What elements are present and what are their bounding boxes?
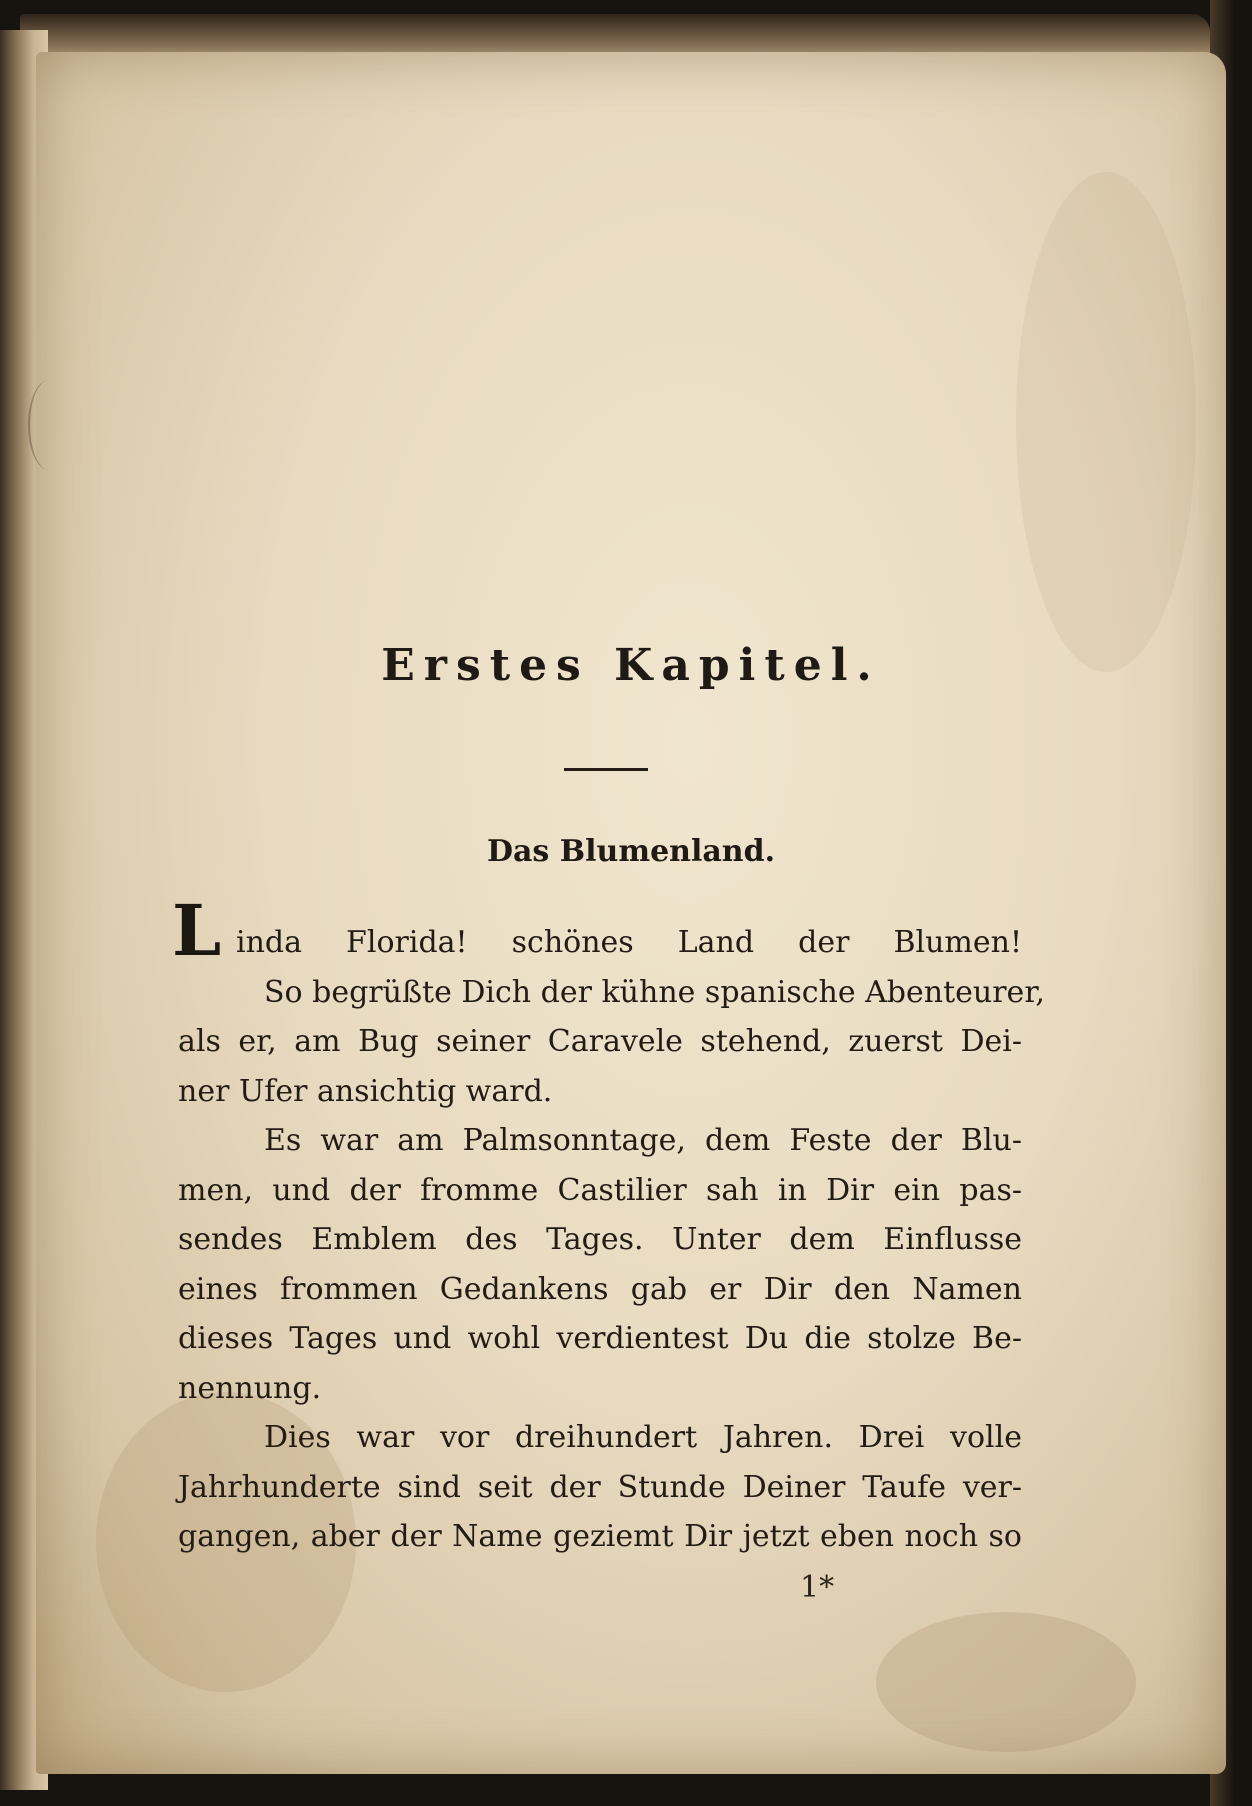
paper-stain xyxy=(876,1612,1136,1752)
text-line-11: Dies war vor dreihundert Jahren. Drei volle xyxy=(264,1420,1022,1455)
chapter-title: Erstes Kapitel. xyxy=(381,640,881,691)
text-line-13: gangen, aber der Name geziemt Dir jetzt eben noch so xyxy=(178,1519,1022,1554)
drop-cap: L xyxy=(172,889,222,972)
text-line-1-content: inda Florida! schönes Land der Blumen! xyxy=(236,925,1022,960)
text-line-7: sendes Emblem des Tages. Unter dem Einflusse xyxy=(178,1222,1022,1257)
text-line-9: dieses Tages und wohl verdientest Du die stolze Be- xyxy=(178,1321,1022,1356)
text-line-10: nennung. xyxy=(178,1370,322,1406)
body-text xyxy=(172,889,1045,1562)
text-line-12: Jahrhunderte sind seit der Stunde Deiner Taufe ver- xyxy=(178,1469,1022,1505)
loose-thread xyxy=(28,380,70,470)
section-title: Das Blumenland. xyxy=(486,834,776,869)
paper-stain xyxy=(1016,172,1196,672)
text-line-3: als er, am Bug seiner Caravele stehend, zuerst Dei- xyxy=(178,1024,1022,1059)
title-rule xyxy=(564,768,648,771)
text-line-2: So begrüßte Dich der kühne spanische Abenteurer, xyxy=(264,974,1045,1010)
text-line-8: eines frommen Gedankens gab er Dir den Namen xyxy=(178,1271,1022,1307)
text-line-6: men, und der fromme Castilier sah in Dir ein pas- xyxy=(178,1172,1022,1208)
signature-mark: 1* xyxy=(800,1570,835,1605)
text-line-4: ner Ufer ansichtig ward. xyxy=(178,1073,553,1109)
text-line-5: Es war am Palmsonntage, dem Feste der Blu- xyxy=(264,1123,1022,1158)
text-line-1 xyxy=(172,889,1022,972)
